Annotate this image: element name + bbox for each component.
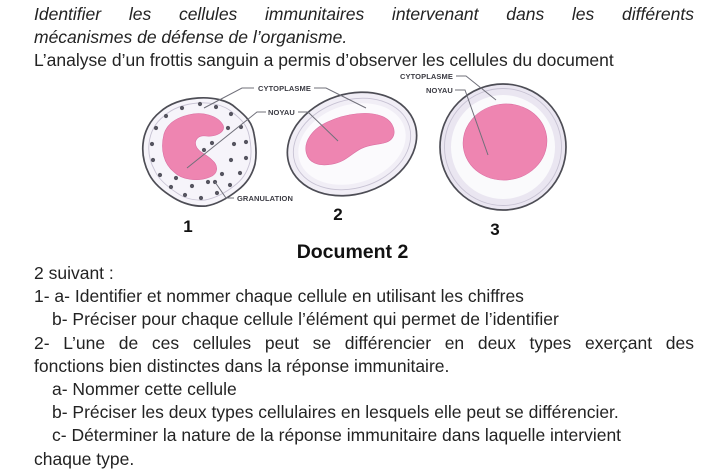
cytoplasme-left-label: CYTOPLASME	[258, 84, 311, 93]
intro-line-3: L’analyse d’un frottis sanguin a permis d’observer les cellules du document	[34, 50, 614, 70]
cytoplasme-right-label: CYTOPLASME	[400, 72, 453, 81]
sentence-continuation: 2 suivant :	[34, 263, 114, 283]
intro-line-1: Identifier les cellules immunitaires intervenant dans les différents	[34, 4, 694, 24]
cell-3-number: 3	[490, 220, 500, 239]
cell-1-number: 1	[183, 217, 193, 236]
question-1a: 1- a- Identifier et nommer chaque cellule en utilisant les chiffres	[34, 286, 524, 306]
granulation-label: GRANULATION	[237, 194, 293, 203]
question-2-line1: 2- L’une de ces cellules peut se différencier en deux types exerçant des	[34, 332, 694, 353]
question-2a: a- Nommer cette cellule	[52, 379, 237, 399]
cell-2-number: 2	[333, 205, 343, 224]
question-2c-line2: chaque type.	[34, 448, 135, 469]
figure-caption: Document 2	[296, 241, 409, 263]
blood-cells-figure	[138, 70, 572, 240]
intro-line-2: mécanismes de défense de l’organisme.	[34, 27, 348, 47]
question-1b: b- Préciser pour chaque cellule l’élément qui permet de l’identifier	[52, 309, 559, 329]
noyau-right-label: NOYAU	[426, 86, 453, 95]
question-2c-line1: c- Déterminer la nature de la réponse immunitaire dans laquelle intervient	[52, 425, 622, 445]
noyau-left-label: NOYAU	[268, 108, 295, 117]
question-2b: b- Préciser les deux types cellulaires en lesquels elle peut se différencier.	[52, 402, 619, 422]
question-2-line2: fonctions bien distinctes dans la réponse immunitaire.	[34, 355, 450, 376]
